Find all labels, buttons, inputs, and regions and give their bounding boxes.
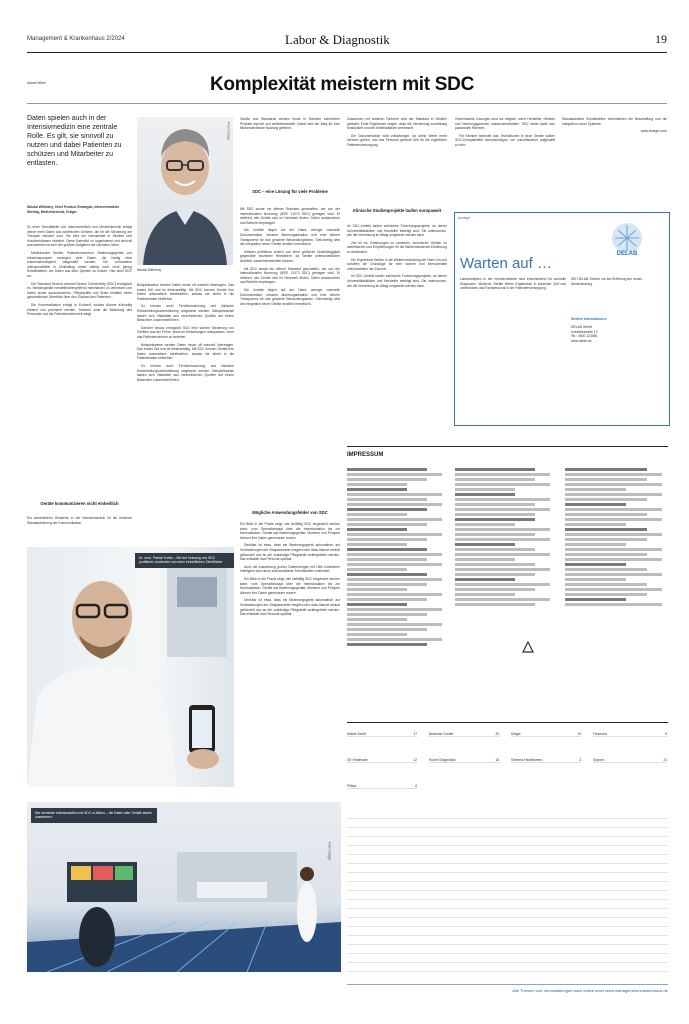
impressum-col-2 — [455, 466, 555, 706]
col3-paragraph: Mit SDC wurde ein offener Standard geschaffen, der von der internationalen Normung (IEEE 11073 SDC) getragen wird. Er definiert, wie Geräte sich im Netzwerk finden, Daten austauschen und Befehle empfangen. — [240, 207, 340, 225]
footer-text[interactable]: Alle Themen und Veranstaltungen auch online unter www.management-krankenhaus.de — [512, 988, 668, 993]
portrait-caption: Nikolai Wilhelmy — [137, 268, 162, 272]
col3-paragraph: Die Vorteile liegen auf der Hand: weniger manuelle Dokumentation, bessere Alarmorganisation und eine höhere Transparenz für das gesamte Behandlungsteam. Gleichzeitig wird die Integration neuer Geräte deutlich vereinfacht. — [240, 228, 340, 247]
directory-row — [593, 758, 667, 763]
directory-name: Beckman Coulter — [429, 732, 454, 736]
col3-paragraph: Mit SDC wurde ein offener Standard geschaffen, der von der internationalen Normung (IEEE 11073 SDC) getragen wird. Er definiert, wie Geräte sich im Netzwerk finden, Daten austauschen und Befehle empfangen. — [240, 266, 340, 285]
author-tag: Ariane Böhm — [27, 81, 47, 85]
issue-label: Management & Krankenhaus 2/2024 — [27, 36, 125, 42]
photo-icu-room — [27, 802, 341, 972]
impressum-title: IMPRESSUM — [347, 452, 384, 458]
col2-body — [137, 283, 234, 539]
col3-paragraph: Denkbar ist etwa, dass ein Beatmungsgerät automatisch auf Veränderungen der Vitalparameter reagiert oder dass Alarme zentral gebündelt und an die zuständige Pflegekraft weitergeleitet werden. Das entlastet das Personal spürbar. — [240, 543, 340, 562]
directory-page: 19 — [577, 732, 581, 736]
headline: Komplexität meistern mit SDC — [210, 74, 474, 95]
col4-paragraph: Ziel ist es, Erfahrungen zu sammeln, technische Hürden zu identifizieren und Empfehlungen für die flächendeckende Einführung zu entwickeln. — [347, 240, 447, 254]
directory-name: Fresenius — [593, 732, 607, 736]
directory-grid — [347, 728, 668, 978]
col4-subhead: Klinische Studienprojekte laufen europaweit — [352, 208, 442, 213]
ad-headline: Warten auf … — [460, 255, 552, 272]
photo1-caption: Dr. med. Patrick Kolbe – Bei der Nutzung von SDC profitieren Anwender von einer einheitlichen Oberfläche. — [135, 553, 234, 568]
directory-row — [347, 732, 417, 737]
col3-paragraph: Auch die Auswertung großer Datenmengen mit Hilfe künstlicher Intelligenz wird durch standardisierte Schnittstellen erleichtert. — [240, 564, 340, 574]
directory-rule — [347, 722, 668, 723]
portrait-credit: Foto: Dräger — [226, 122, 231, 141]
directory-page: 3 — [579, 758, 581, 762]
photo2-credit: Foto: Dräger — [327, 842, 332, 861]
col5-body — [455, 117, 555, 197]
col4-paragraph: Die Dokumentation wird vollständiger, da keine Werte mehr verloren gehen, und das Personal gewinnt Zeit für die eigentliche Patientenversorgung. — [347, 133, 447, 147]
directory-name: Sysmex — [593, 758, 605, 762]
directory-row — [593, 732, 667, 737]
col6-body — [562, 117, 667, 197]
ad-body — [460, 277, 566, 417]
col1-after — [27, 516, 132, 528]
col1-body — [27, 225, 132, 490]
directory-name: GE Healthcare — [347, 758, 368, 762]
delab-brand: DELAB — [616, 251, 638, 257]
col3-paragraph: Ein Blick in die Praxis zeigt, wie vielfältig SDC eingesetzt werden kann: vom Operationssaal über die Intensivstation bis zur Normalstation. Geräte wie Beatmungsgeräte, Monitore und Pumpen können ihre Daten gemeinsam nutzen. — [240, 576, 340, 595]
directory-page: 20 — [495, 732, 499, 736]
directory-name: Abbott GmbH — [347, 732, 367, 736]
col4-paragraph: Im SDC-Umfeld laufen zahlreiche Forschungsprojekte, an denen Universitätskliniken und Hersteller beteiligt sind. Sie untersuchen, wie die Vernetzung im Alltag umgesetzt werden kann. — [347, 224, 447, 238]
directory-name: Philips — [347, 784, 357, 788]
col4-paragraph: Zusammen mit weiteren Partnern wird der Standard in Kliniken getestet. Erste Ergebnisse zeigen, dass die Vernetzung zuverlässig funktioniert und die Arbeitsabläufe verbessert. — [347, 117, 447, 131]
recycle-icon-svg — [520, 640, 536, 656]
section-title: Labor & Diagnostik — [285, 32, 390, 47]
col5-paragraph: Gemeinsame Lösungen sind nur möglich, wenn Hersteller, Kliniken und Normungsgremien zusammenarbeiten. SDC bietet dafür den passenden Rahmen. — [455, 117, 555, 131]
col3-paragraph: Kliniken profitieren zudem von einer größeren Unabhängigkeit gegenüber einzelnen Herstellern, da Geräte unterschiedlicher Anbieter zusammenarbeiten können. — [240, 249, 340, 263]
impressum-rule — [347, 446, 668, 447]
page-number: 19 — [655, 32, 667, 46]
delab-logo — [607, 221, 647, 261]
directory-name: Dräger — [511, 732, 521, 736]
col6-paragraph: Standardisierte Schnittstellen vereinfachen die Beschaffung und die Integration neuer Systeme. — [562, 117, 667, 126]
col4-body-2 — [347, 224, 447, 424]
col3-body-2 — [240, 522, 340, 792]
col3-paragraph: Ein Blick in die Praxis zeigt, wie vielfältig SDC eingesetzt werden kann: vom Operationssaal über die Intensivstation bis zur Normalstation. Geräte wie Beatmungsgeräte, Monitore und Pumpen können ihre Daten gemeinsam nutzen. — [240, 522, 340, 540]
directory-page: 8 — [665, 732, 667, 736]
directory-row — [429, 732, 499, 737]
ad-info-line: Industriestraße 12 — [571, 329, 598, 334]
photo2-caption: Die vernetzte Intensivstation mit SDC in Aktion – die Daten aller Geräte laufen zusammen. — [31, 808, 157, 823]
col2-paragraph: So können auch Fernüberwachung und klinische Entscheidungsunterstützung umgesetzt werden. Beispielsweise lassen sich Vitaldaten aus verschiedenen Quellen auf einem Bildschirm zusammenführen. — [137, 363, 234, 382]
directory-row — [429, 758, 499, 763]
ad-side-text: DIE DELAB-Tochter vor der Eröffnung der neuen Niederlassung. — [571, 277, 643, 286]
col3-top — [240, 117, 340, 177]
col4-paragraph: Die Ergebnisse fließen in die Weiterentwicklung der Norm ein und schaffen die Grundlage für eine sichere und interoperable Intensivstation der Zukunft. — [347, 257, 447, 271]
photo-doctor-illustration — [27, 547, 234, 787]
directory-name: Roche Diagnostics — [429, 758, 456, 762]
impressum-col-1 — [347, 466, 447, 706]
col2-paragraph: So können auch Fernüberwachung und klinische Entscheidungsunterstützung umgesetzt werden. Beispielsweise lassen sich Vitaldaten aus verschiedenen Quellen auf einem Bildschirm zusammenführen. — [137, 304, 234, 323]
ad-info-line: Tel.: 0800 123456 — [571, 334, 598, 339]
photo-icu-illustration — [27, 802, 341, 972]
col3-subhead-2: Mögliche Anwendungsfelder von SDC — [252, 510, 328, 515]
byline: Nikolai Wilhelmy, Chief Product Strategist, Intensivmedizin Wichtig, Medizintechnik, Dräger — [27, 205, 120, 214]
col2-paragraph: Darüber hinaus ermöglicht SDC eine sichere Steuerung von Geräten aus der Ferne, etwa um Einstellungen anzupassen, ohne das Patientenzimmer zu betreten. — [137, 325, 234, 339]
directory-page: 12 — [413, 758, 417, 762]
ad-body-text: Laboranalysen in der Intensivmedizin sind entscheidend für schnelle Diagnosen. Moderne Geräte liefern Ergebnisse in kürzester Zeit und unterstützen das Fachpersonal in der Patientenversorgung. — [460, 277, 566, 291]
delab-ad[interactable] — [454, 212, 670, 426]
directory-page: 17 — [413, 732, 417, 736]
col3-body — [240, 207, 340, 497]
directory-row — [511, 732, 581, 737]
col1-paragraph: Zu einer Schnittstelle von Intensivmedizin und Medizintechnik erfolgt immer mehr Daten aus zahlreichen Geräten, die für die Steuerung der Therapie relevant sind. Sie wird am Intensivbett in Kliniken und Krankenhäusern etabliert. Diese Datenflut zu organisieren und sinnvoll auszuwerten ist eine der größten Aufgaben der nächsten Jahre. — [27, 225, 132, 248]
impressum-col-3 — [565, 466, 667, 706]
directory-page: 18 — [495, 758, 499, 762]
directory-row — [511, 758, 581, 763]
col3-paragraph: Die Vorteile liegen auf der Hand: weniger manuelle Dokumentation, bessere Alarmorganisation und eine höhere Transparenz für das gesamte Behandlungsteam. Gleichzeitig wird die Integration neuer Geräte deutlich vereinfacht. — [240, 287, 340, 306]
ad-info-title: Weitere Informationen: — [571, 317, 607, 321]
header — [27, 30, 667, 48]
photo-doctor-tablet — [27, 547, 234, 787]
header-rule — [27, 52, 667, 53]
col5-paragraph: Für Kliniken bedeutet das: Investitionen in neue Geräte sollten SDC-Kompatibilität berücksichtigen, um zukunftssicher aufgestellt zu sein. — [455, 133, 555, 147]
directory-page: 21 — [663, 758, 667, 762]
col6-link[interactable]: www.draeger.com — [640, 129, 667, 134]
portrait-photo — [137, 117, 233, 265]
directory-row — [347, 758, 417, 763]
directory-placeholder-rows — [347, 810, 668, 975]
col1-after-text: Ein wesentliches Hindernis in der Intensivmedizin ist die fehlende Standardisierung der Kommunikation. — [27, 516, 132, 525]
col1-subhead: Geräte kommunizieren nicht einheitlich — [40, 501, 119, 506]
col1-paragraph: Der Standard Service-oriented Device Connectivity (SDC) ermöglicht es, Medizingeräte herstellerübergreifend miteinander zu vernetzen und Daten sicher auszutauschen. Pflegekräfte und Ärzte erhalten einen ganzheitlichen Überblick über den Zustand des Patienten. — [27, 281, 132, 300]
col4-body — [347, 117, 447, 197]
col2-paragraph: Beispielsweise werden Daten heute oft manuell übertragen. Das kostet Zeit und ist fehleranfällig. Mit SDC können Geräte ihre Daten automatisch bereitstellen, sodass sie direkt in die Patientenakte einfließen. — [137, 283, 234, 301]
ad-info-line[interactable]: www.delab.de — [571, 338, 592, 343]
teaser: Daten spielen auch in der Intensivmedizin eine zentrale Rolle. Es gilt, sie sinnvoll zu nutzen und dabei Patienten zu schützen und Mitarbeiter zu entlasten. — [27, 115, 122, 167]
col3-subhead: SDC – eine Lösung für viele Probleme — [252, 189, 328, 194]
footer-rule — [347, 984, 668, 985]
recycle-icon — [520, 640, 536, 656]
ad-info — [571, 325, 663, 343]
portrait-illustration — [137, 117, 233, 265]
ad-tag: Anzeige — [458, 216, 470, 220]
col1-paragraph: Medizinische Geräte, Patientenmonitore, Beatmungsgeräte und Infusionspumpen erzeugen viele Daten, die häufig nicht zusammenhängend dargestellt werden. Die vorhandene Interoperabilität in Klinikalltag bietet häufig noch nicht genug Schnittstellen, um Daten aus allen Quellen zu nutzen. Hier setzt SDC an. — [27, 250, 132, 278]
directory-name: Siemens Healthineers — [511, 758, 543, 762]
ad-info-line: DELAB GmbH — [571, 325, 593, 329]
col3-paragraph: Denkbar ist etwa, dass ein Beatmungsgerät automatisch auf Veränderungen der Vitalparameter reagiert oder dass Alarme zentral gebündelt und an die zuständige Pflegekraft weitergeleitet werden. Das entlastet das Personal spürbar. — [240, 598, 340, 617]
col4-paragraph: Im SDC-Umfeld laufen zahlreiche Forschungsprojekte, an denen Universitätskliniken und Hersteller beteiligt sind. Sie untersuchen, wie die Vernetzung im Alltag umgesetzt werden kann. — [347, 274, 447, 288]
col1-paragraph: Die Kommunikation erfolgt in Echtzeit, sodass Alarme frühzeitig erkannt und priorisiert werden. Dadurch sinkt die Belastung des Personals und die Patientensicherheit steigt. — [27, 302, 132, 317]
col3-top-text: Geräte und Standards werden heute in Rahmen zahlreicher Projekte erprobt und weiterentwickelt. Damit wird der Weg für eine flächendeckende Nutzung geebnet. — [240, 117, 340, 131]
headline-rule — [27, 103, 667, 104]
directory-row — [347, 784, 417, 789]
col2-paragraph: Beispielsweise werden Daten heute oft manuell übertragen. Das kostet Zeit und ist fehleranfällig. Mit SDC können Geräte ihre Daten automatisch bereitstellen, sodass sie direkt in die Patientenakte einfließen. — [137, 342, 234, 361]
directory-page: 6 — [415, 784, 417, 788]
